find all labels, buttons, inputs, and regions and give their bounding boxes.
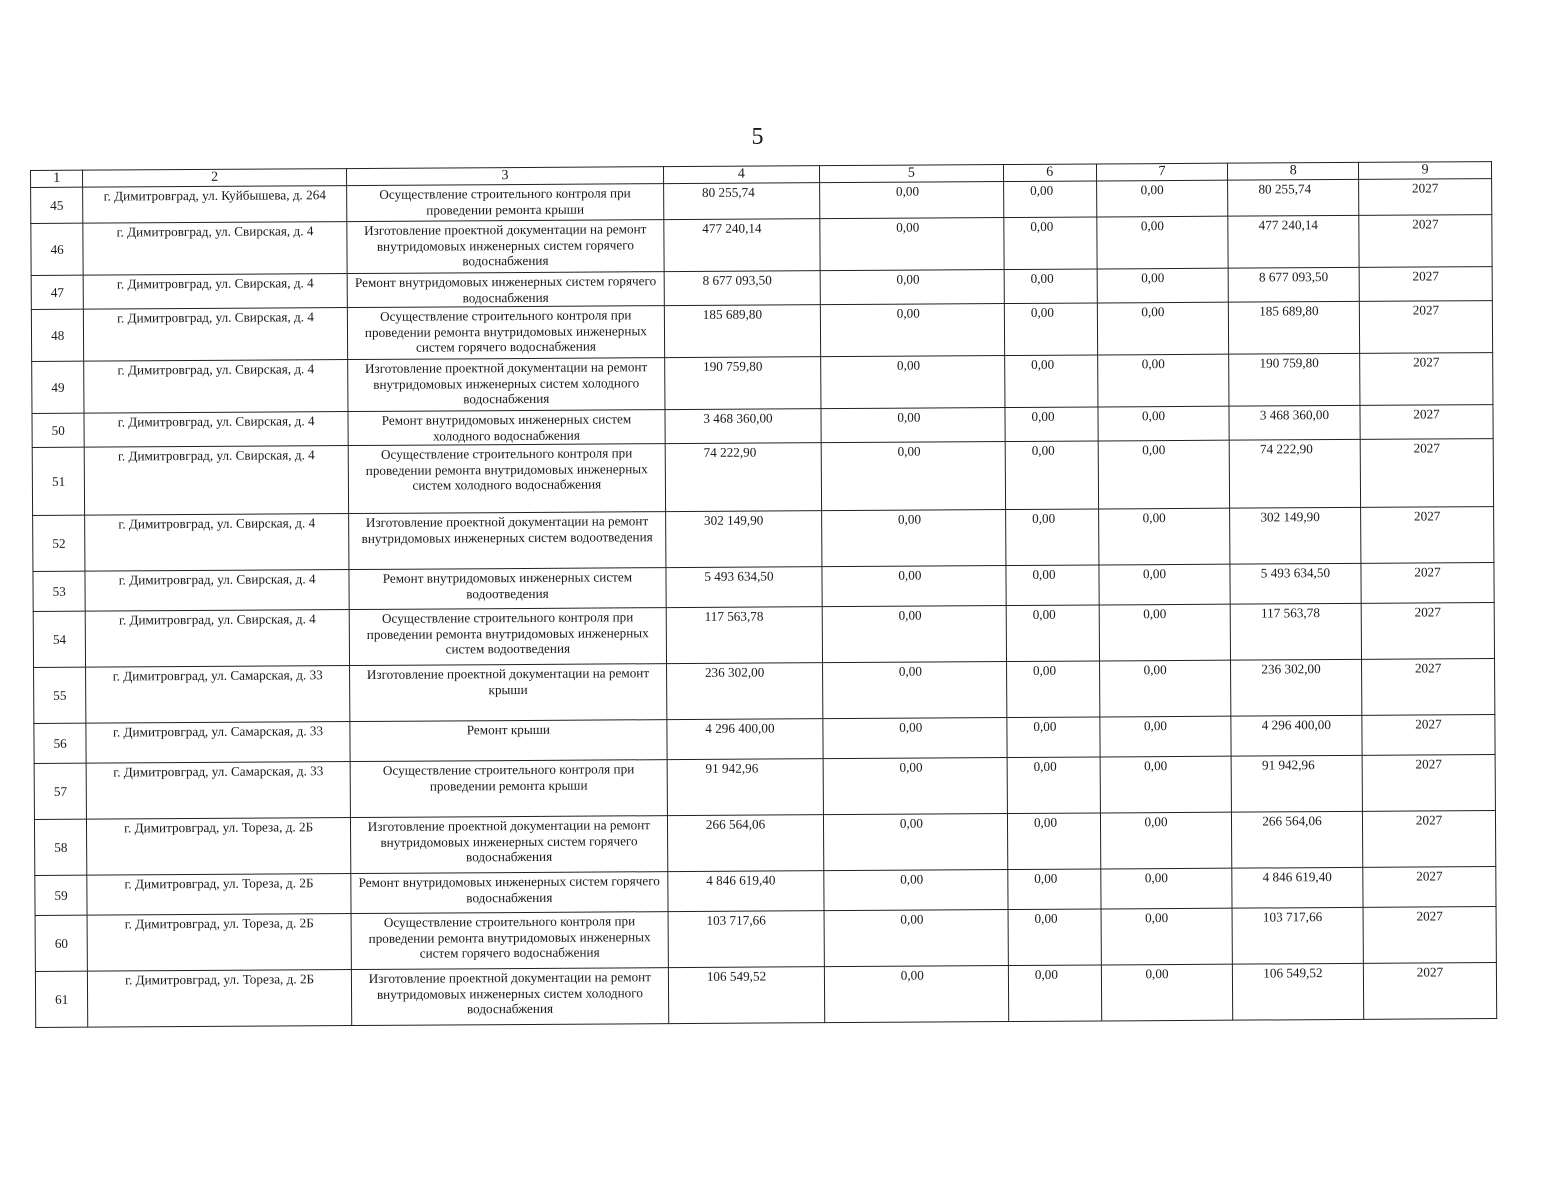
table-row — [35, 907, 1496, 972]
amount-col8-cell: 80 255,74 — [1228, 179, 1359, 216]
year-cell: 2027 — [1361, 603, 1494, 660]
work-type-cell: Осуществление строительного контроля при проведении ремонта крыши — [350, 760, 667, 818]
amount-col8-cell: 236 302,00 — [1231, 659, 1362, 716]
work-type-cell: Осуществление строительного контроля при проведении ремонта внутридомовых инженерных систем водоотведения — [349, 608, 666, 666]
year-cell: 2027 — [1361, 563, 1494, 604]
amount-col8-cell: 5 493 634,50 — [1230, 563, 1361, 604]
amount-col7-cell: 0,00 — [1099, 604, 1231, 661]
address-cell: г. Димитровград, ул. Свирская, д. 4 — [84, 412, 348, 448]
amount-col6-cell: 0,00 — [1005, 407, 1098, 442]
amount-col4-cell: 190 759,80 — [665, 357, 821, 410]
amount-col7-cell: 0,00 — [1097, 302, 1229, 355]
amount-col6-cell: 0,00 — [1004, 217, 1097, 270]
amount-col8-cell: 106 549,52 — [1233, 963, 1364, 1020]
amount-col5-cell: 0,00 — [822, 662, 1006, 719]
amount-col7-cell: 0,00 — [1097, 268, 1229, 303]
row-number: 52 — [33, 515, 86, 571]
amount-col7-cell: 0,00 — [1099, 660, 1231, 717]
amount-col5-cell: 0,00 — [820, 218, 1004, 271]
table-row — [33, 603, 1494, 668]
amount-col4-cell: 185 689,80 — [664, 305, 820, 358]
row-number: 49 — [32, 361, 85, 413]
amount-col8-cell: 8 677 093,50 — [1228, 267, 1359, 302]
work-type-cell: Изготовление проектной документации на ремонт крыши — [349, 664, 666, 722]
amount-col7-cell: 0,00 — [1100, 756, 1232, 813]
address-cell: г. Димитровград, ул. Куйбышева, д. 264 — [83, 186, 347, 224]
amount-col6-cell: 0,00 — [1006, 661, 1099, 718]
year-cell: 2027 — [1360, 353, 1493, 406]
table-row — [32, 439, 1493, 516]
amount-col8-cell: 266 564,06 — [1232, 811, 1363, 868]
row-number: 55 — [34, 667, 87, 723]
year-cell: 2027 — [1361, 507, 1494, 564]
amount-col6-cell: 0,00 — [1004, 269, 1097, 304]
work-type-cell: Ремонт внутридомовых инженерных систем холодного водоснабжения — [348, 410, 665, 446]
work-type-cell: Изготовление проектной документации на ремонт внутридомовых инженерных систем горячего водоснабжения — [347, 220, 664, 274]
row-number: 61 — [35, 971, 88, 1027]
amount-col5-cell: 0,00 — [823, 758, 1007, 815]
amount-col7-cell: 0,00 — [1100, 812, 1232, 869]
amount-col8-cell: 3 468 360,00 — [1229, 405, 1360, 440]
column-header-1: 1 — [31, 170, 83, 187]
amount-col4-cell: 266 564,06 — [667, 815, 823, 872]
column-header-5: 5 — [819, 165, 1003, 183]
column-header-4: 4 — [663, 166, 819, 184]
amount-col4-cell: 74 222,90 — [665, 443, 821, 512]
row-number: 57 — [34, 763, 87, 819]
table-row — [34, 811, 1495, 876]
work-type-cell: Ремонт крыши — [350, 720, 667, 762]
address-cell: г. Димитровград, ул. Тореза, д. 2Б — [87, 818, 351, 876]
work-type-cell: Осуществление строительного контроля при проведении ремонта внутридомовых инженерных систем горячего водоснабжения — [351, 912, 668, 970]
amount-col5-cell: 0,00 — [822, 566, 1006, 607]
year-cell: 2027 — [1362, 659, 1495, 716]
year-cell: 2027 — [1360, 439, 1493, 508]
column-header-7: 7 — [1096, 163, 1228, 181]
amount-col8-cell: 4 296 400,00 — [1231, 715, 1362, 756]
year-cell: 2027 — [1359, 179, 1492, 216]
amount-col4-cell: 477 240,14 — [664, 219, 820, 272]
row-number: 48 — [31, 309, 84, 361]
amount-col8-cell: 190 759,80 — [1229, 353, 1360, 406]
row-number: 56 — [34, 723, 87, 763]
amount-col6-cell: 0,00 — [1007, 717, 1100, 758]
amount-col4-cell: 80 255,74 — [663, 183, 819, 220]
amount-col6-cell: 0,00 — [1005, 355, 1098, 408]
amount-col7-cell: 0,00 — [1101, 908, 1233, 965]
row-number: 54 — [33, 611, 86, 667]
amount-col5-cell: 0,00 — [820, 270, 1004, 305]
year-cell: 2027 — [1362, 755, 1495, 812]
amount-col7-cell: 0,00 — [1097, 406, 1229, 441]
amount-col6-cell: 0,00 — [1006, 509, 1099, 566]
row-number: 45 — [31, 187, 84, 223]
row-number: 51 — [32, 447, 85, 515]
amount-col8-cell: 477 240,14 — [1228, 215, 1359, 268]
work-type-cell: Ремонт внутридомовых инженерных систем горячего водоснабжения — [347, 272, 664, 308]
year-cell: 2027 — [1359, 215, 1492, 268]
table-container — [30, 161, 1497, 1028]
amount-col4-cell: 106 549,52 — [668, 967, 824, 1024]
amount-col8-cell: 117 563,78 — [1230, 603, 1361, 660]
row-number: 50 — [32, 413, 85, 447]
amount-col6-cell: 0,00 — [1004, 303, 1097, 356]
amount-col4-cell: 4 846 619,40 — [668, 871, 824, 912]
amount-col5-cell: 0,00 — [823, 718, 1007, 759]
amount-col7-cell: 0,00 — [1099, 716, 1231, 757]
amount-col5-cell: 0,00 — [824, 870, 1008, 911]
work-type-cell: Ремонт внутридомовых инженерных систем горячего водоснабжения — [351, 872, 668, 914]
amount-col5-cell: 0,00 — [822, 606, 1006, 663]
row-number: 47 — [31, 275, 84, 309]
address-cell: г. Димитровград, ул. Тореза, д. 2Б — [87, 914, 351, 972]
amount-col7-cell: 0,00 — [1097, 354, 1229, 407]
amount-col5-cell: 0,00 — [823, 814, 1007, 871]
amount-col5-cell: 0,00 — [820, 304, 1004, 357]
amount-col7-cell: 0,00 — [1098, 564, 1230, 605]
page-number: 5 — [751, 124, 764, 150]
address-cell: г. Димитровград, ул. Свирская, д. 4 — [85, 514, 349, 572]
amount-col6-cell: 0,00 — [1008, 965, 1101, 1022]
address-cell: г. Димитровград, ул. Свирская, д. 4 — [85, 446, 349, 516]
table-body — [31, 179, 1497, 1028]
amount-col5-cell: 0,00 — [821, 442, 1006, 511]
table-row — [34, 659, 1495, 724]
amount-col4-cell: 3 468 360,00 — [665, 409, 821, 444]
amount-col7-cell: 0,00 — [1098, 440, 1230, 509]
work-type-cell: Ремонт внутридомовых инженерных систем водоотведения — [349, 568, 666, 610]
address-cell: г. Димитровград, ул. Свирская, д. 4 — [84, 360, 348, 414]
amount-col8-cell: 74 222,90 — [1229, 439, 1360, 508]
column-header-6: 6 — [1003, 164, 1096, 182]
amount-col8-cell: 185 689,80 — [1229, 301, 1360, 354]
year-cell: 2027 — [1359, 267, 1492, 302]
amount-col6-cell: 0,00 — [1006, 565, 1099, 606]
table-row — [32, 353, 1493, 414]
amount-col4-cell: 236 302,00 — [666, 663, 822, 720]
year-cell: 2027 — [1363, 867, 1496, 908]
year-cell: 2027 — [1363, 811, 1496, 868]
amount-col7-cell: 0,00 — [1096, 216, 1228, 269]
work-type-cell: Осуществление строительного контроля при проведении ремонта внутридомовых инженерных систем холодного водоснабжения — [348, 444, 665, 514]
amount-col4-cell: 117 563,78 — [666, 607, 822, 664]
address-cell: г. Димитровград, ул. Тореза, д. 2Б — [88, 970, 352, 1028]
work-type-cell: Изготовление проектной документации на ремонт внутридомовых инженерных систем холодного водоснабжения — [351, 968, 668, 1026]
amount-col5-cell: 0,00 — [824, 910, 1008, 967]
table-row — [31, 215, 1492, 276]
work-type-cell: Изготовление проектной документации на ремонт внутридомовых инженерных систем водоотведения — [349, 512, 666, 570]
row-number: 46 — [31, 223, 84, 275]
amount-col6-cell: 0,00 — [1007, 813, 1100, 870]
table-row — [35, 963, 1496, 1028]
amount-col6-cell: 0,00 — [1005, 441, 1098, 510]
column-header-2: 2 — [83, 169, 347, 188]
column-header-8: 8 — [1228, 162, 1359, 180]
amount-col6-cell: 0,00 — [1008, 909, 1101, 966]
work-type-cell: Осуществление строительного контроля при проведении ремонта крыши — [347, 184, 664, 222]
amount-col8-cell: 302 149,90 — [1230, 507, 1361, 564]
table-row — [34, 755, 1495, 820]
amount-col7-cell: 0,00 — [1096, 180, 1228, 217]
amount-col5-cell: 0,00 — [819, 182, 1003, 219]
work-type-cell: Изготовление проектной документации на ремонт внутридомовых инженерных систем холодного водоснабжения — [348, 358, 665, 412]
amount-col5-cell: 0,00 — [821, 408, 1005, 443]
amount-col4-cell: 5 493 634,50 — [666, 567, 822, 608]
amount-col5-cell: 0,00 — [821, 510, 1005, 567]
amount-col7-cell: 0,00 — [1098, 508, 1230, 565]
year-cell: 2027 — [1362, 715, 1495, 756]
amount-col6-cell: 0,00 — [1006, 605, 1099, 662]
work-type-cell: Осуществление строительного контроля при проведении ремонта внутридомовых инженерных систем горячего водоснабжения — [347, 306, 664, 360]
address-cell: г. Димитровград, ул. Самарская, д. 33 — [86, 666, 350, 724]
year-cell: 2027 — [1360, 405, 1493, 440]
row-number: 53 — [33, 571, 86, 611]
row-number: 60 — [35, 915, 88, 971]
amount-col4-cell: 302 149,90 — [665, 511, 821, 568]
row-number: 59 — [35, 875, 88, 915]
amount-col7-cell: 0,00 — [1101, 964, 1233, 1021]
amount-col6-cell: 0,00 — [1008, 869, 1101, 910]
amount-col6-cell: 0,00 — [1007, 757, 1100, 814]
address-cell: г. Димитровград, ул. Свирская, д. 4 — [86, 610, 350, 668]
address-cell: г. Димитровград, ул. Тореза, д. 2Б — [87, 874, 351, 916]
amount-col4-cell: 8 677 093,50 — [664, 271, 820, 306]
work-type-cell: Изготовление проектной документации на ремонт внутридомовых инженерных систем горячего водоснабжения — [350, 816, 667, 874]
repair-plan-table — [30, 161, 1497, 1028]
year-cell: 2027 — [1363, 963, 1496, 1020]
address-cell: г. Димитровград, ул. Свирская, д. 4 — [83, 222, 347, 276]
year-cell: 2027 — [1363, 907, 1496, 964]
amount-col7-cell: 0,00 — [1100, 868, 1232, 909]
address-cell: г. Димитровград, ул. Свирская, д. 4 — [85, 570, 349, 612]
column-header-9: 9 — [1359, 162, 1492, 180]
amount-col4-cell: 91 942,96 — [667, 759, 823, 816]
address-cell: г. Димитровград, ул. Самарская, д. 33 — [86, 762, 350, 820]
amount-col8-cell: 103 717,66 — [1232, 907, 1363, 964]
address-cell: г. Димитровград, ул. Свирская, д. 4 — [83, 274, 347, 310]
amount-col8-cell: 4 846 619,40 — [1232, 867, 1363, 908]
address-cell: г. Димитровград, ул. Самарская, д. 33 — [86, 722, 350, 764]
amount-col5-cell: 0,00 — [820, 356, 1004, 409]
amount-col8-cell: 91 942,96 — [1231, 755, 1362, 812]
amount-col4-cell: 103 717,66 — [668, 911, 824, 968]
year-cell: 2027 — [1359, 301, 1492, 354]
amount-col4-cell: 4 296 400,00 — [667, 719, 823, 760]
column-header-3: 3 — [346, 167, 663, 186]
table-row — [33, 507, 1494, 572]
amount-col6-cell: 0,00 — [1004, 181, 1097, 218]
table-row — [31, 301, 1492, 362]
address-cell: г. Димитровград, ул. Свирская, д. 4 — [84, 308, 348, 362]
row-number: 58 — [34, 819, 87, 875]
amount-col5-cell: 0,00 — [824, 966, 1008, 1023]
